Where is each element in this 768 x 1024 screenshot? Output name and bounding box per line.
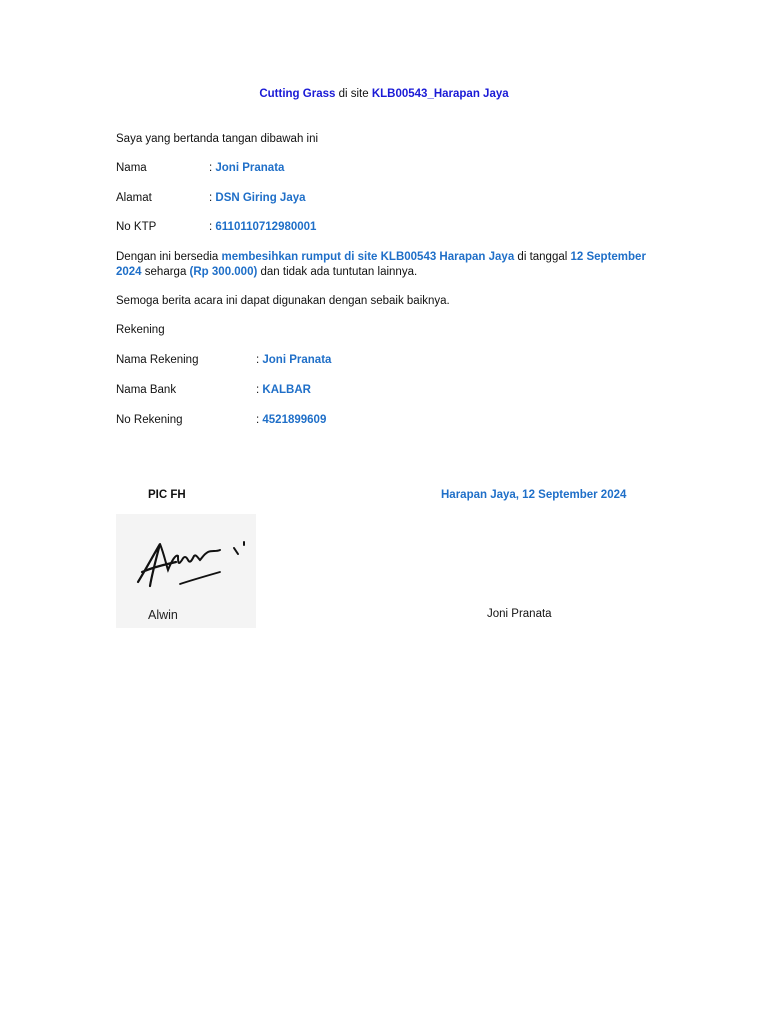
no-rekening-label: No Rekening [116, 414, 183, 426]
nama-label: Nama [116, 162, 147, 174]
nama-rekening-row [116, 354, 331, 366]
nama-bank-value: KALBAR [262, 384, 311, 396]
alamat-colon: : [209, 192, 216, 204]
statement-part-2: di tanggal [514, 251, 571, 263]
handwritten-signature [116, 514, 256, 628]
statement-part-4: dan tidak ada tuntutan lainnya. [257, 266, 418, 278]
alamat-value: DSN Giring Jaya [215, 192, 306, 204]
rekening-heading: Rekening [116, 324, 165, 336]
statement-date: 12 September 2024 [116, 251, 646, 278]
ktp-value: 6110110712980001 [215, 221, 317, 233]
pic-fh-label: PIC FH [148, 489, 186, 501]
statement-paragraph [116, 250, 656, 280]
nama-rekening-value: Joni Pranata [262, 354, 332, 366]
ktp-label: No KTP [116, 221, 157, 233]
statement-part-1: Dengan ini bersedia [116, 251, 222, 263]
ktp-colon: : [209, 221, 216, 233]
title-middle: di site [335, 88, 372, 100]
nama-colon: : [209, 162, 216, 174]
nama-bank-colon: : [256, 384, 263, 396]
signature-image [116, 514, 256, 628]
nama-bank-label: Nama Bank [116, 384, 177, 396]
intro-text: Saya yang bertanda tangan dibawah ini [116, 133, 319, 145]
closing-text: Semoga berita acara ini dapat digunakan dengan sebaik baiknya. [116, 295, 450, 307]
document-title [0, 88, 768, 100]
alamat-label: Alamat [116, 192, 152, 204]
nama-value: Joni Pranata [215, 162, 285, 174]
title-site: KLB00543_Harapan Jaya [371, 88, 509, 100]
ktp-row [116, 221, 316, 233]
statement-task: membesihkan rumput di site KLB00543 Harapan Jaya [221, 251, 515, 263]
nama-row [116, 162, 284, 174]
alamat-row [116, 192, 306, 204]
place-date-label: Harapan Jaya, 12 September 2024 [441, 489, 627, 501]
no-rekening-colon: : [256, 414, 263, 426]
statement-part-3: seharga [141, 266, 190, 278]
statement-price: (Rp 300.000) [189, 266, 258, 278]
nama-rekening-colon: : [256, 354, 263, 366]
title-task: Cutting Grass [259, 88, 336, 100]
no-rekening-value: 4521899609 [262, 414, 327, 426]
nama-bank-row [116, 384, 311, 396]
nama-rekening-label: Nama Rekening [116, 354, 199, 366]
no-rekening-row [116, 414, 326, 426]
signer-name-left: Alwin [148, 608, 178, 622]
signer-name-right: Joni Pranata [487, 608, 552, 620]
